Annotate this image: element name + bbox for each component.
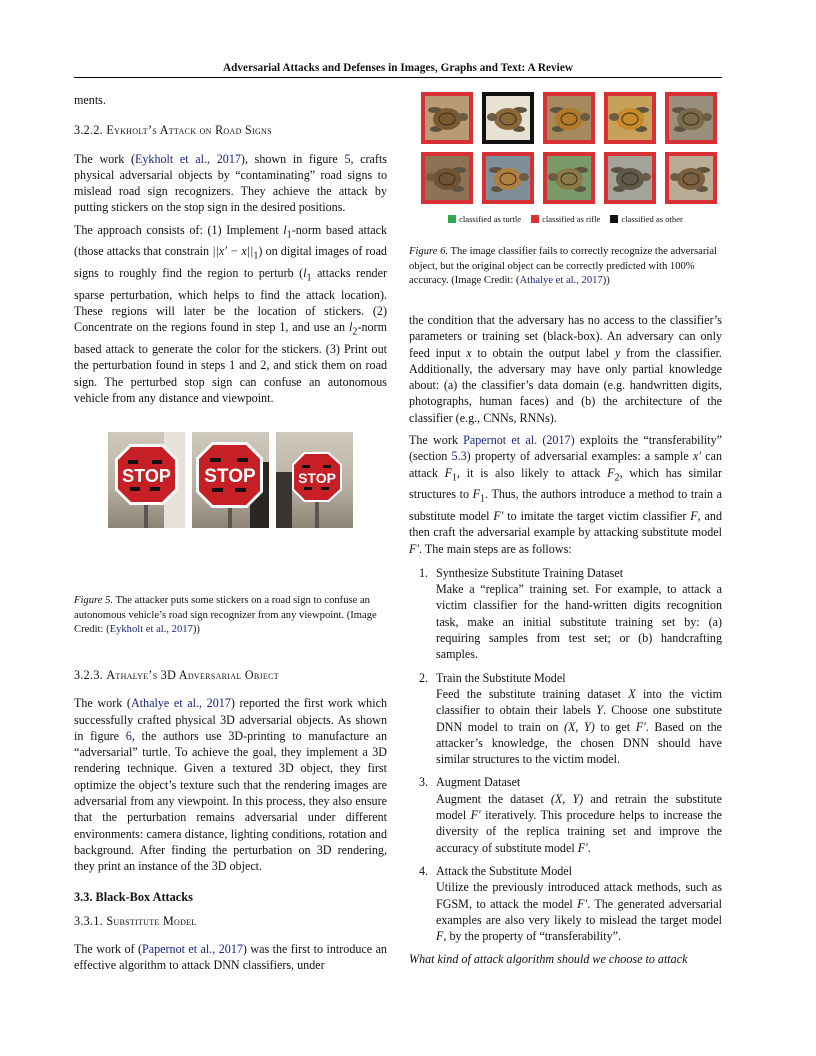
svg-text:STOP: STOP xyxy=(204,466,256,488)
paragraph-substitute-model: The work of (Papernot et al., 2017) was the first to introduce an effective algorithm to attack DNN classifiers, under xyxy=(74,942,387,973)
turtle-image xyxy=(543,152,595,204)
list-item: 4. Attack the Substitute Model Utilize the previously introduced attack methods, such as FGSM, to attack the model F′. The generated adversarial examples are also very likely to mislead the target model F, by the property of “transferability”. xyxy=(419,863,722,944)
turtle-image xyxy=(665,152,717,204)
figure-6-legend xyxy=(409,211,722,227)
stop-sign-photo-1 xyxy=(108,432,185,528)
figure-6-caption: Figure 6. The image classifier fails to correctly recognize the adversarial object, but the original object can be correctly predicted with 100% accuracy. (Image Credit: (Athalye et al., 2017)) xyxy=(409,246,717,286)
section-heading-3-2-2: 3.2.2. Eykholt’s Attack on Road Signs xyxy=(74,123,272,138)
paragraph-eykholt-approach: The approach consists of: (1) Implement $l_1$-norm based attack (those attacks that constrain $||x' - x||_1$) on digital images of road signs to roughly find the region to perturb ($l_1$ attacks render sparse perturbation, which helps to find the attack location). These regions will later be the location of stickers. (2) Concentrate on the regions found in step 1, and use an $l_2$-norm based attack to generate the color for the stickers. (3) Print out the perturbation found in steps 1 and 2, and stick them on road sign. The perturbed stop sign can confuse an autonomous vehicle from any distance and viewpoint. xyxy=(74,222,387,406)
citation-link[interactable]: Eykholt et al., 2017 xyxy=(134,151,241,166)
citation-link[interactable]: Athalye et al., 2017 xyxy=(519,274,603,286)
citation-link[interactable]: Papernot et al. (2017) xyxy=(463,432,575,447)
running-title: Adversarial Attacks and Defenses in Images, Graphs and Text: A Review xyxy=(74,62,722,78)
section-heading-3-3-1: 3.3.1. Substitute Model xyxy=(74,913,197,928)
closing-question: What kind of attack algorithm should we choose to attack xyxy=(409,952,688,967)
figure-6-images xyxy=(415,92,722,204)
svg-text:STOP: STOP xyxy=(122,466,171,487)
citation-link[interactable]: Athalye et al., 2017 xyxy=(130,696,231,711)
list-item: 1. Synthesize Substitute Training Dataset Make a “replica” training set. For example, to attack a victim classifier for the hand-written digits recognition task, make an initial substitute training set by: (a) requiring samples from test set; or (b) handcrafting samples. xyxy=(419,565,722,662)
turtle-image xyxy=(543,92,595,144)
section-heading-3-3: 3.3. Black-Box Attacks xyxy=(74,889,193,904)
paragraph-athalye: The work (Athalye et al., 2017) reported the first work which successfully crafted physical 3D adversarial objects. As shown in figure 6, the authors use 3D-printing to manufacture an “adversarial” turtle. To achieve the goal, they implement a 3D rendering technique. Given a textured 3D object, they first optimize the object’s texture such that the rendering images are adversarial from any viewpoint. In this process, they also ensure that the perturbation remains adversarial under different environments: camera distance, lighting conditions, rotation and background. After finding the perturbation on 3D rendering, they print an instance of the 3D object. xyxy=(74,696,387,874)
legend-swatch xyxy=(531,215,539,223)
turtle-image xyxy=(482,92,534,144)
left-column xyxy=(74,92,387,974)
turtle-image xyxy=(665,92,717,144)
turtle-image xyxy=(421,92,473,144)
svg-text:STOP: STOP xyxy=(298,470,336,487)
figure-5-images xyxy=(74,432,387,528)
legend-swatch xyxy=(610,215,618,223)
figure-ref-link[interactable]: 5 xyxy=(344,151,351,166)
paragraph-eykholt-intro: The work (Eykholt et al., 2017), shown in figure 5, crafts physical adversarial objects by “contaminating” road signs to mislead road sign recognizers. They achieve the attack by putting stickers on the stop sign in the desired positions. xyxy=(74,151,388,215)
stop-sign-photo-3 xyxy=(276,432,353,528)
right-column xyxy=(409,92,722,968)
paragraph-transferability: The work Papernot et al. (2017) exploits the “transferability” (section 5.3) property of adversarial examples: a sample x′ can attack $F_1$, it is also likely to attack $F_2$, which has similar structures to $F_1$. Thus, the authors introduce a method to train a substitute model F′ to imitate the target victim classifier F, and then craft the adversarial example by attacking substitute model F′. The main steps are as follows: xyxy=(409,432,723,556)
figure-5-caption: Figure 5. The attacker puts some stickers on a road sign to confuse an autonomous vehicle’s road sign recognizer from any viewpoint. (Image Credit: (Eykholt et al., 2017)) xyxy=(74,595,377,635)
stop-sign-photo-2 xyxy=(192,432,269,528)
citation-link[interactable]: Papernot et al., 2017 xyxy=(142,942,243,957)
turtle-image xyxy=(604,92,656,144)
legend-item-turtle: classified as turtle xyxy=(448,211,521,227)
section-ref-link[interactable]: 5.3 xyxy=(451,449,467,464)
paragraph-black-box-condition: the condition that the adversary has no access to the classifier’s parameters or training set (black-box). An adversary can only feed input x to obtain the output label y from the classifier. Additionally, the adversary may have only partial knowledge about: (a) the classifier’s data domain (e.g. handwritten digits, photographs, human faces) and (b) the architecture of the classifier (e.g., CNNs, RNNs). xyxy=(409,312,722,425)
legend-swatch xyxy=(448,215,456,223)
section-heading-3-2-3: 3.2.3. Athalye’s 3D Adversarial Object xyxy=(74,667,279,682)
list-item: 2. Train the Substitute Model Feed the substitute training dataset X into the victim classifier to obtain their labels Y. Choose one substitute DNN model to train on (X, Y) to get F′. Based on the attacker’s knowledge, the chosen DNN should have similar structures to the victim model. xyxy=(419,670,722,767)
substitute-steps-list xyxy=(409,565,722,945)
paragraph-fragment: ments. xyxy=(74,93,106,107)
legend-item-other: classified as other xyxy=(610,211,683,227)
turtle-image xyxy=(482,152,534,204)
list-item: 3. Augment Dataset Augment the dataset (X, Y) and retrain the substitute model F′ iteratively. This procedure helps to increase the diversity of the replica training set and improve the accuracy of substitute model F′. xyxy=(419,775,722,855)
figure-ref-link[interactable]: 6 xyxy=(125,728,132,743)
citation-link[interactable]: Eykholt et al., 2017 xyxy=(109,623,193,635)
turtle-image xyxy=(421,152,473,204)
legend-item-rifle: classified as rifle xyxy=(531,211,600,227)
turtle-image xyxy=(604,152,656,204)
